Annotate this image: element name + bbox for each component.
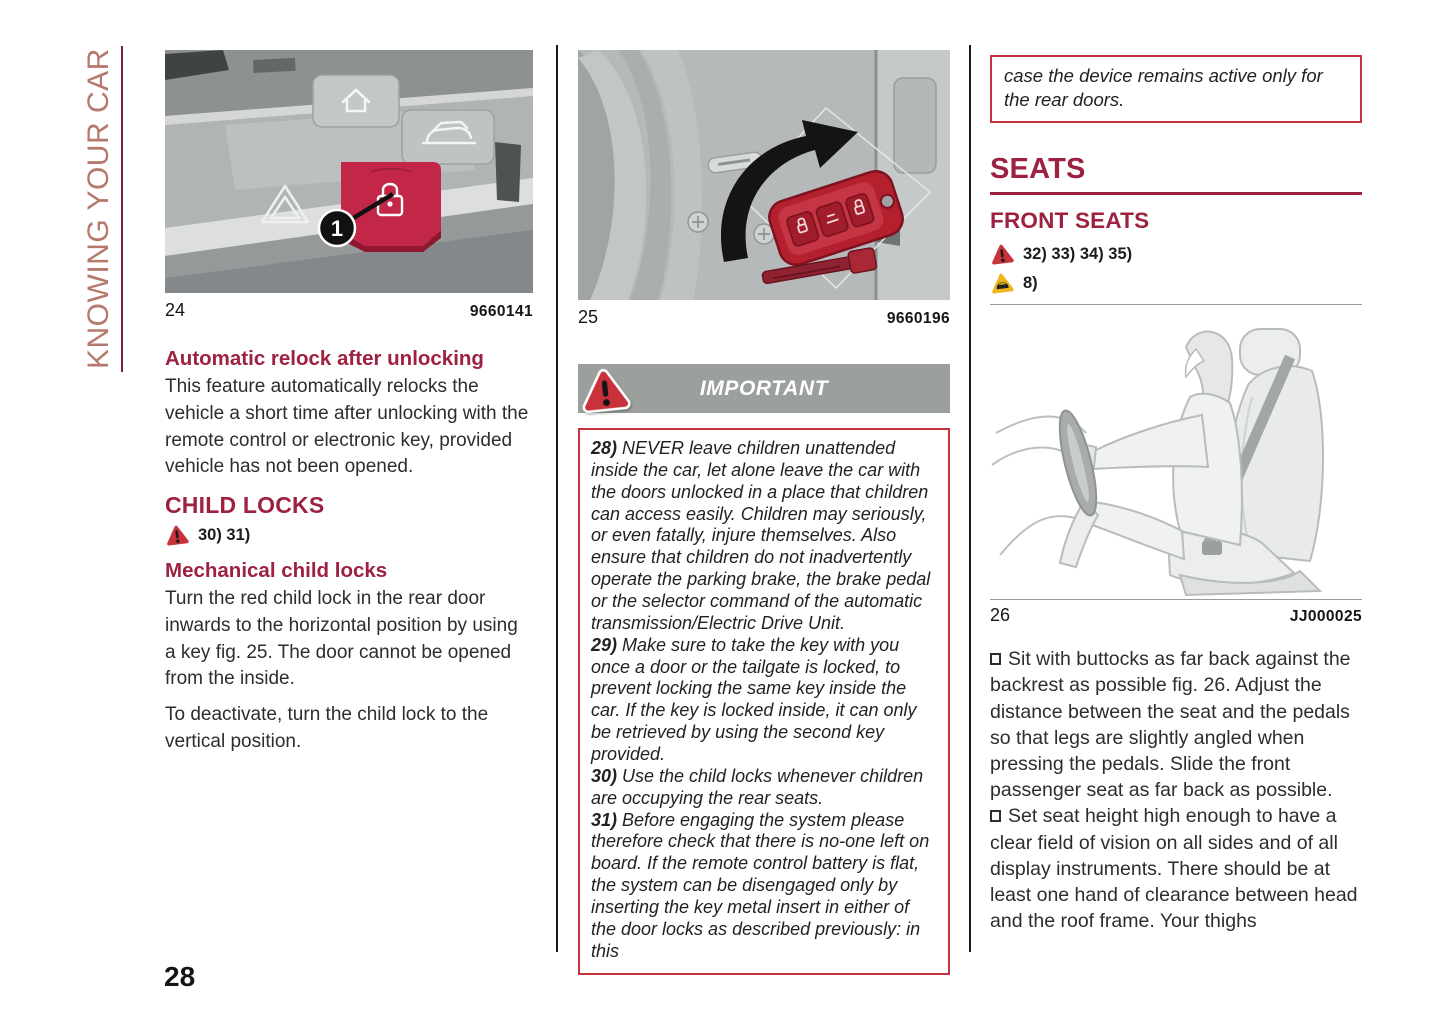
page-number: 28 xyxy=(164,961,196,992)
figure-26 xyxy=(990,304,1362,626)
figure-caption xyxy=(165,300,533,321)
note-31: 31) Before engaging the system please therefore check that there is no-one left on board. If the remote control battery is flat, the system can be disengaged only by inserting the key metal insert in either of the door locks as described previously: in this xyxy=(591,809,930,961)
figure-25 xyxy=(578,50,950,328)
heading-child-locks: CHILD LOCKS xyxy=(165,492,325,519)
chapter-sidebar-label: KNOWING YOUR CAR xyxy=(82,48,115,369)
figure-caption xyxy=(578,307,950,328)
caution-car-triangle-icon xyxy=(989,271,1016,296)
door-lock-key-photo xyxy=(578,50,950,300)
note-30: 30) Use the child locks whenever children are occupying the rear seats. xyxy=(591,765,924,808)
paragraph-mechanical-2: To deactivate, turn the child lock to the vertical position. xyxy=(165,704,489,753)
important-banner xyxy=(578,364,950,413)
figure-number: 26 xyxy=(990,605,1011,626)
column-divider-left xyxy=(556,45,558,952)
seats-heading-rule xyxy=(990,192,1362,195)
figure-number: 24 xyxy=(165,300,186,320)
figure-caption xyxy=(990,605,1362,626)
bullet-item: Set seat height high enough to have a clear field of vision on all sides and of all display instruments. There should be at least one hand of clearance between head and the roof frame. Your thighs xyxy=(990,805,1358,933)
caution-refs-row xyxy=(990,272,1362,294)
seating-position-drawing xyxy=(990,305,1362,599)
caution-refs: 8) xyxy=(1023,273,1038,292)
door-panel-photo xyxy=(165,50,533,293)
figure-code: JJ000025 xyxy=(1289,608,1362,626)
paragraph-relock: This feature automatically relocks the vehicle a short time after unlocking with the remote control or electronic key, provided vehicle has not been opened. xyxy=(165,376,529,478)
warning-refs: 32) 33) 34) 35) xyxy=(1023,244,1133,263)
column-left xyxy=(165,50,533,765)
note-continuation: case the device remains active only for the rear doors. xyxy=(1004,65,1323,111)
warning-triangle-icon xyxy=(989,242,1016,267)
heading-mechanical-child-locks: Mechanical child locks xyxy=(165,559,388,583)
square-bullet-icon xyxy=(990,653,1001,665)
figure-number: 25 xyxy=(578,307,599,327)
figure-bottom-rule xyxy=(990,599,1362,600)
warning-refs: 30) 31) xyxy=(198,525,251,544)
column-center xyxy=(578,50,950,975)
warning-triangle-icon xyxy=(164,523,191,548)
callout-1: 1 xyxy=(330,216,344,241)
figure-24 xyxy=(165,50,533,321)
bullet-item: Sit with buttocks as far back against the backrest as possible fig. 26. Adjust the distance between the seat and the pedals so that legs are slightly angled when pressing the pedals. Slide the front passenger seat as far back as possible. xyxy=(990,648,1351,802)
seat-adjustment-instructions xyxy=(990,646,1362,934)
column-divider-right xyxy=(969,45,971,952)
heading-automatic-relock: Automatic relock after unlocking xyxy=(165,347,484,370)
warning-refs-row xyxy=(990,243,1362,265)
square-bullet-icon xyxy=(990,810,1001,822)
heading-front-seats: FRONT SEATS xyxy=(990,208,1150,234)
paragraph-mechanical-1: Turn the red child lock in the rear door inwards to the horizontal position by using a key fig. 25. The door cannot be opened from the inside. xyxy=(165,588,518,690)
note-28: 28) NEVER leave children unattended inside the car, let alone leave the car with the doors unlocked in a place that children can access easily. Children may seriously, or even fatally, injure themselves. Also ensure that children do not inadvertently operate the parking brake, the brake pedal or the selector command of the automatic transmission/Electric Drive Unit. xyxy=(591,438,931,633)
figure-code: 9660141 xyxy=(469,303,533,320)
figure-code: 9660196 xyxy=(886,310,950,327)
note-29: 29) Make sure to take the key with you once a door or the tailgate is locked, to prevent locking the same key inside the car. If the key is locked inside, it can only be retrieved by using the second key provided. xyxy=(591,634,917,765)
heading-seats: SEATS xyxy=(990,153,1086,186)
column-right xyxy=(990,50,1362,935)
important-notes-box xyxy=(578,428,950,975)
sidebar-rule xyxy=(121,46,123,372)
important-label: IMPORTANT xyxy=(699,376,829,400)
note-continuation-box xyxy=(990,55,1362,123)
warning-refs-row xyxy=(165,524,533,546)
